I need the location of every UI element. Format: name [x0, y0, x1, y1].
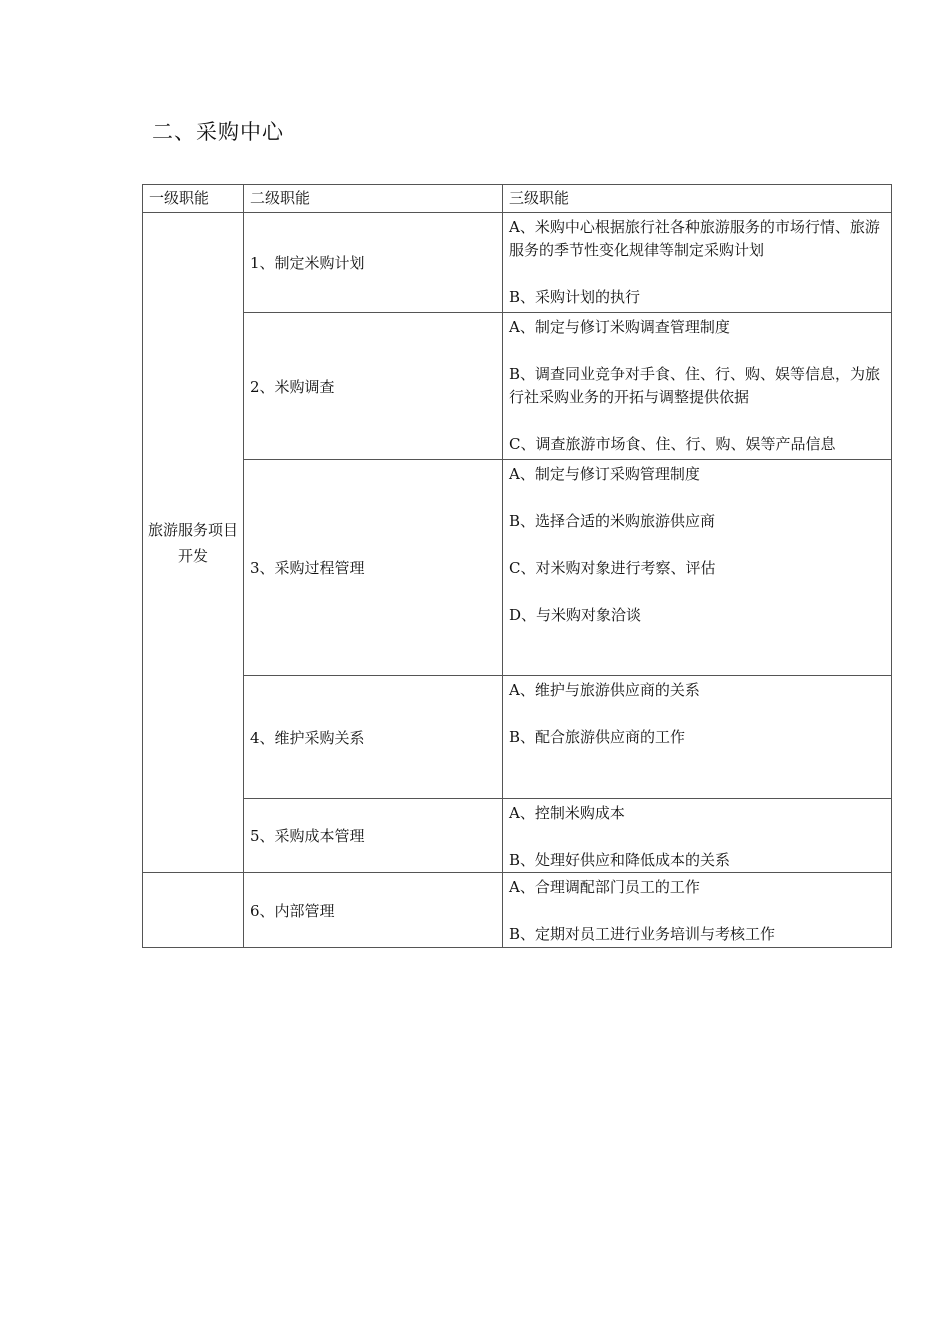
level3-cell — [503, 799, 892, 873]
level1-cell: 旅游服务项目开发 — [143, 213, 244, 873]
list-item: A、制定与修订采购管理制度 — [509, 465, 700, 483]
list-item: B、定期对员工进行业务培训与考核工作 — [509, 925, 776, 943]
table-row — [143, 676, 892, 799]
table-row — [143, 799, 892, 873]
list-item: A、制定与修订米购调查管理制度 — [509, 318, 730, 336]
table-header-row — [143, 185, 892, 213]
list-item: D、与米购对象洽谈 — [509, 606, 642, 624]
level2-cell: 2、米购调查 — [244, 313, 503, 460]
level3-cell — [503, 213, 892, 313]
level2-cell: 4、维护采购关系 — [244, 676, 503, 799]
header-level2: 二级职能 — [244, 185, 503, 213]
table-row — [143, 213, 892, 313]
list-item: C、调查旅游市场食、住、行、购、娱等产品信息 — [509, 435, 836, 453]
list-item: B、配合旅游供应商的工作 — [509, 728, 686, 746]
level3-cell — [503, 873, 892, 948]
duty-table — [142, 184, 892, 948]
level2-cell: 3、采购过程管理 — [244, 460, 503, 676]
table-row — [143, 873, 892, 948]
list-item: A、控制米购成本 — [509, 804, 625, 822]
table-row — [143, 460, 892, 676]
level3-cell — [503, 313, 892, 460]
list-item: A、合理调配部门员工的工作 — [509, 878, 700, 896]
list-item: A、维护与旅游供应商的关系 — [509, 681, 700, 699]
level3-cell — [503, 676, 892, 799]
level3-cell — [503, 460, 892, 676]
list-item: B、选择合适的米购旅游供应商 — [509, 512, 716, 530]
header-level3: 三级职能 — [503, 185, 892, 213]
list-item: B、采购计划的执行 — [509, 288, 641, 306]
list-item: C、对米购对象进行考察、评估 — [509, 559, 716, 577]
table-row — [143, 313, 892, 460]
level2-cell: 6、内部管理 — [244, 873, 503, 948]
list-item: A、米购中心根据旅行社各种旅游服务的市场行情、旅游服务的季节性变化规律等制定采购计划 — [509, 218, 880, 259]
header-level1: 一级职能 — [143, 185, 244, 213]
page-title: 二、采购中心 — [152, 120, 284, 144]
level2-cell: 5、采购成本管理 — [244, 799, 503, 873]
level2-cell: 1、制定米购计划 — [244, 213, 503, 313]
list-item: B、处理好供应和降低成本的关系 — [509, 851, 731, 869]
list-item: B、调查同业竞争对手食、住、行、购、娱等信息，为旅行社采购业务的开拓与调整提供依据 — [509, 365, 881, 406]
level1-cell-empty — [143, 873, 244, 948]
